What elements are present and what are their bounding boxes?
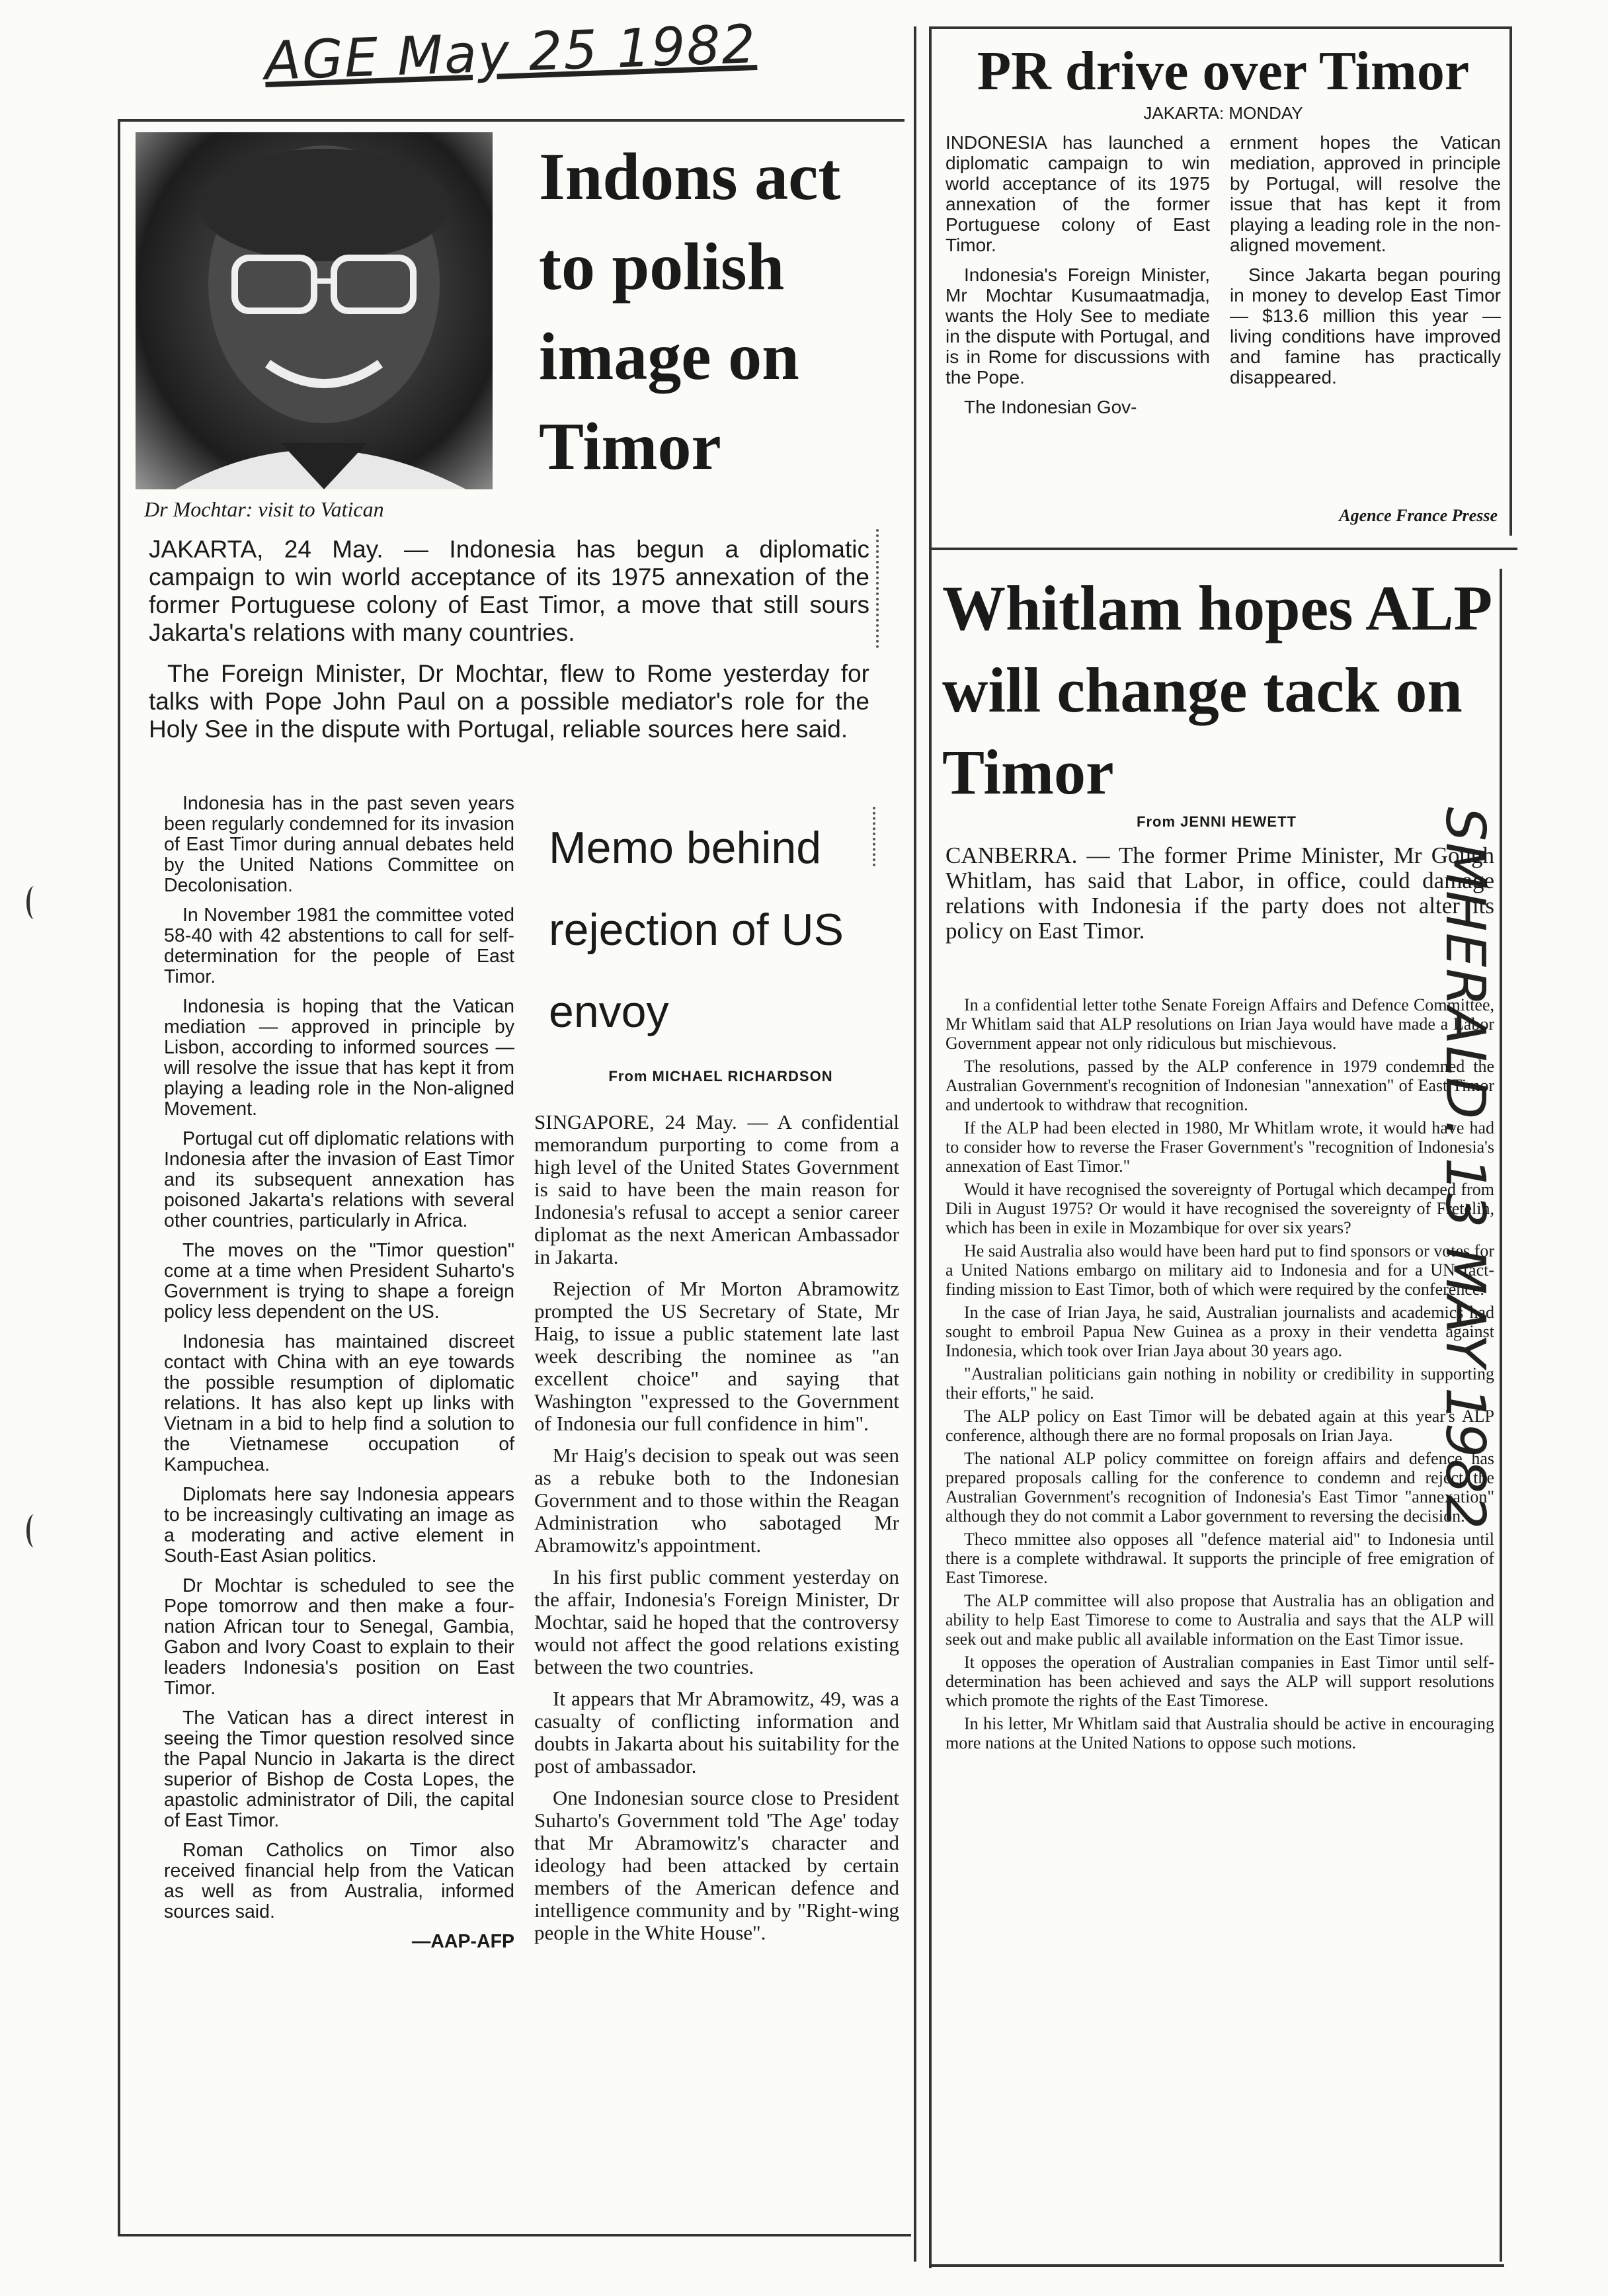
article3-dateline: JAKARTA: MONDAY bbox=[1143, 103, 1303, 123]
article4-headline: Whitlam hopes ALP will change tack on Timor bbox=[942, 573, 1489, 807]
body-paragraph: One Indonesian source close to President Suharto's Government told 'The Age' today that Mr Abramowitz's character and ideology had been attacked by certain members of the American defence and intelligence community and by "Right-wing people in the White House". bbox=[534, 1786, 899, 1944]
body-paragraph: Portugal cut off diplomatic relations with Indonesia after the invasion of East Timor and its subsequent annexation has poisoned Jakarta's relations with several other countries, particularly in Africa. bbox=[164, 1128, 514, 1231]
body-paragraph: Dr Mochtar is scheduled to see the Pope tomorrow and then make a four-nation African tour to Senegal, Gambia, Gabon and Ivory Coast to explain to their leaders Indonesia's position on East Timor. bbox=[164, 1575, 514, 1699]
body-paragraph: Indonesia has maintained discreet contact with China with an eye towards the possible resumption of diplomatic relations. It has also kept up links with Vietnam in a bid to help find a solution to the Vietnamese occupation of Kampuchea. bbox=[164, 1331, 514, 1475]
punch-mark bbox=[26, 886, 42, 919]
body-paragraph: In his first public comment yesterday on the affair, Indonesia's Foreign Minister, Dr Mochtar, said he hoped that the controversy would not affect the good relations existing between the two countries. bbox=[534, 1565, 899, 1678]
article1-body bbox=[164, 794, 514, 1961]
body-paragraph: The Indonesian Gov- bbox=[964, 397, 1137, 417]
handwritten-margin-note: SMHERALD. 13 MAY 1982 bbox=[1433, 807, 1496, 1531]
body-paragraph: Theco mmittee also opposes all "defence material aid" to Indonesia until there is a complete withdrawal. It supports the principle of free emigration of East Timorese. bbox=[945, 1530, 1494, 1587]
body-paragraph: The ALP committee will also propose that Australia has an obligation and ability to help East Timorese to come to Australia and says that the ALP will seek out and make public all available information on the East Timor issue. bbox=[945, 1591, 1494, 1649]
body-paragraph: Mr Haig's decision to speak out was seen as a rebuke both to the Indonesian Government and to those within the Reagan Administration who sabotaged Mr Abramowitz's appointment. bbox=[534, 1444, 899, 1557]
article3-credit: Agence France Presse bbox=[1339, 506, 1498, 525]
body-paragraph: ernment hopes the Vatican mediation, approved in principle by Portugal, will resolve the issue that has kept it from playing a leading role in the non-aligned movement. bbox=[1230, 132, 1501, 255]
body-paragraph: In a confidential letter tothe Senate Foreign Affairs and Defence Committee, Mr Whitlam said that ALP resolutions on Irian Jaya would have made a Labor Government appear not only ridiculous but mischievous. bbox=[945, 995, 1494, 1053]
body-paragraph: In the case of Irian Jaya, he said, Australian journalists and academics had sought to embroil Papua New Guinea as a proxy in their vendetta against Indonesia, which took over Irian Jaya about 30 years ago. bbox=[945, 1303, 1494, 1360]
lead-paragraph: CANBERRA. — The former Prime Minister, Mr Gough Whitlam, has said that Labor, in office, could damage relations with Indonesia if the party does not alter its policy on East Timor. bbox=[945, 842, 1494, 944]
article4-byline: From JENNI HEWETT bbox=[1137, 813, 1297, 830]
body-paragraph: Indonesia's Foreign Minister, Mr Mochtar Kusumaatmadja, wants the Holy See to mediate in the dispute with Portugal, and is in Rome for discussions with the Pope. bbox=[945, 265, 1210, 388]
body-paragraph: Since Jakarta began pouring in money to develop East Timor — $13.6 million this year — living conditions have improved and famine has practically disappeared. bbox=[1230, 265, 1501, 388]
article2-body bbox=[534, 1111, 899, 1953]
body-paragraph: SINGAPORE, 24 May. — A confidential memorandum purporting to come from a high level of the United States Government is said to have been the main reason for Indonesia's refusal to accept a senior career diplomat as the next American Ambassador in Jakarta. bbox=[534, 1110, 899, 1268]
body-paragraph: The resolutions, passed by the ALP conference in 1979 condemned the Australian Government's recognition of Indonesian "annexation" of East Timor and undertook to withdraw that recognition. bbox=[945, 1057, 1494, 1114]
body-paragraph: It opposes the operation of Australian companies in East Timor until self-determination has been achieved and says the ALP will support resolutions which promote the rights of the East Timorese. bbox=[945, 1653, 1494, 1710]
article3-headline: PR drive over Timor bbox=[977, 40, 1470, 102]
body-paragraph: He said Australia also would have been hard put to find sponsors or votes for a United Nations embargo on military aid to Indonesia and for a UN fact-finding mission to East Timor, both of which were required by the conference. bbox=[945, 1241, 1494, 1299]
body-paragraph: The ALP policy on East Timor will be debated again at this year's ALP conference, although there are no formal proposals on Irian Jaya. bbox=[945, 1407, 1494, 1445]
article2-byline: From MICHAEL RICHARDSON bbox=[608, 1068, 833, 1085]
body-paragraph: Would it have recognised the sovereignty of Portugal which decamped from Dili in August 1975? Or would it have recognised the sovereignty of Fretelin, which has been in exile in Mozambique for over six years? bbox=[945, 1180, 1494, 1237]
article3-col1 bbox=[945, 132, 1210, 427]
punch-mark bbox=[26, 1514, 42, 1547]
handwritten-source-note: AGE May 25 1982 bbox=[263, 13, 758, 92]
body-paragraph: Indonesia is hoping that the Vatican mediation — approved in principle by Lisbon, according to informed sources — will resolve the issue that has kept it from playing a leading role in the Non-aligned Movement. bbox=[164, 996, 514, 1120]
body-paragraph: "Australian politicians gain nothing in nobility or credibility in supporting their efforts," he said. bbox=[945, 1364, 1494, 1403]
body-paragraph: Rejection of Mr Morton Abramowitz prompted the US Secretary of State, Mr Haig, to issue a public statement late last week describing the nominee as "an excellent choice" and saying that Washington "expressed to the Government of Indonesia our full confidence in him". bbox=[534, 1277, 899, 1435]
body-paragraph: In November 1981 the committee voted 58-40 with 42 abstentions to call for self-determination for the people of East Timor. bbox=[164, 905, 514, 987]
article2-headline: Memo behind rejection of US envoy bbox=[549, 823, 844, 1037]
lead-paragraph: JAKARTA, 24 May. — Indonesia has begun a diplomatic campaign to win world acceptance of its 1975 annexation of the former Portuguese colony of East Timor, a move that still sours Jakarta's relations with many countries. bbox=[149, 536, 869, 646]
body-paragraph: Indonesia has in the past seven years been regularly condemned for its invasion of East Timor during annual debates held by the United Nations Committee on Decolonisation. bbox=[164, 793, 514, 896]
article3-col2 bbox=[1230, 132, 1501, 397]
article4-lead bbox=[945, 843, 1494, 953]
article1-headline: Indons act to polish image on Timor bbox=[539, 140, 841, 484]
author-photo bbox=[136, 132, 493, 489]
body-paragraph: In his letter, Mr Whitlam said that Australia should be active in encouraging more nations at the United Nations to oppose such motions. bbox=[945, 1714, 1494, 1752]
body-paragraph: The moves on the "Timor question" come at a time when President Suharto's Government is trying to shape a foreign policy less dependent on the US. bbox=[164, 1240, 514, 1323]
body-paragraph: It appears that Mr Abramowitz, 49, was a casualty of conflicting information and doubts in Jakarta about his suitability for the post of ambassador. bbox=[534, 1687, 899, 1778]
body-paragraph: INDONESIA has launched a diplomatic campaign to win world acceptance of its 1975 annexation of the former Portuguese colony of East Timor. bbox=[945, 132, 1210, 255]
article4-body bbox=[945, 995, 1494, 1756]
article1-lead bbox=[149, 536, 869, 753]
body-paragraph: Roman Catholics on Timor also received financial help from the Vatican as well as from Australia, informed sources said. bbox=[164, 1840, 514, 1922]
body-paragraph: Diplomats here say Indonesia appears to be increasingly cultivating an image as a moderating and active element in South-East Asian politics. bbox=[164, 1484, 514, 1567]
body-paragraph: The Vatican has a direct interest in seeing the Timor question resolved since the Papal Nuncio in Jakarta is the direct superior of Bishop de Costa Lopes, the apastolic administrator of Dili, the capital of East Timor. bbox=[164, 1707, 514, 1831]
photo-caption: Dr Mochtar: visit to Vatican bbox=[144, 497, 384, 521]
article-credit: —AAP-AFP bbox=[411, 1931, 514, 1952]
portrait-illustration bbox=[136, 132, 493, 489]
lead-paragraph: The Foreign Minister, Dr Mochtar, flew to Rome yesterday for talks with Pope John Paul on a possible mediator's role for the Holy See in the dispute with Portugal, reliable sources here said. bbox=[149, 660, 869, 743]
body-paragraph: If the ALP had been elected in 1980, Mr Whitlam wrote, it would have had to consider how to reverse the Fraser Government's "recognition of Indonesia's annexation of East Timor." bbox=[945, 1118, 1494, 1176]
body-paragraph: The national ALP policy committee on foreign affairs and defence has prepared proposals calling for the conference to condemn and reject the Australian Government's recognition of Indonesia's East Timor "annexation" although they do not commit a Labor government to reversing the decision. bbox=[945, 1449, 1494, 1526]
